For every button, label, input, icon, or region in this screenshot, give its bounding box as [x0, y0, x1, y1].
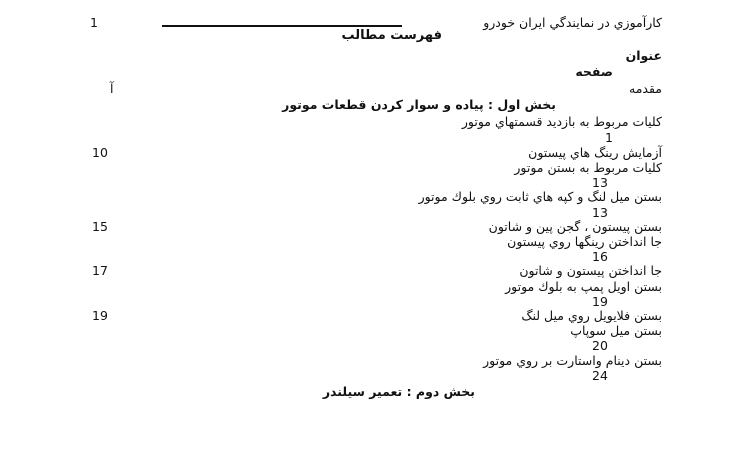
toc-entry-label: بستن اويل پمپ به بلوك موتور: [505, 279, 662, 294]
intro-page: آ: [110, 81, 114, 96]
toc-entry-label: آزمايش رينگ هاي پيستون: [528, 145, 662, 160]
toc-entry-label: بستن ميل لنگ و كپه هاي ثابت روي بلوك موتور: [418, 189, 662, 204]
toc-entry-page: 10: [92, 145, 108, 160]
toc-entry-page: 24: [592, 368, 608, 383]
intro-label: مقدمه: [629, 81, 662, 96]
toc-entry-page: 17: [92, 263, 108, 278]
toc-entry-label: بستن دينام واستارت بر روي موتور: [483, 353, 662, 368]
toc-entry-page: 16: [592, 249, 608, 264]
toc-entry-label: كليات مربوط به بستن موتور: [514, 160, 662, 175]
toc-entry-page: 13: [592, 175, 608, 190]
toc-entry-label: جا انداختن رينگها روي پيستون: [507, 234, 662, 249]
toc-entry-label: بستن فلايويل روي ميل لنگ: [521, 308, 662, 323]
toc-entry-page: 15: [92, 219, 108, 234]
toc-entry-page: 1: [605, 130, 613, 145]
toc-entry-label: بستن ميل سوپاپ: [570, 323, 662, 338]
toc-entry-page: 20: [592, 338, 608, 353]
toc-entry-label: بستن پيستون ، گجن پين و شاتون: [488, 219, 662, 234]
part2-heading: بخش دوم : تعمير سيلندر: [322, 384, 475, 399]
toc-title: فهرست مطالب: [341, 28, 442, 43]
toc-entry-label: جا انداختن پيستون و شاتون: [519, 263, 662, 278]
header-page-number: 1: [90, 15, 98, 30]
toc-entry-page: 19: [92, 308, 108, 323]
part1-heading: بخش اول : پياده و سوار كردن قطعات موتور: [282, 97, 556, 112]
toc-entry-page: 19: [592, 294, 608, 309]
toc-col-title: عنوان: [625, 48, 662, 63]
toc-entry-label: كليات مربوط به بازديد قسمتهاي موتور: [461, 114, 662, 129]
header-rule: [162, 25, 402, 27]
toc-entry-page: 13: [592, 205, 608, 220]
running-title: کارآموزي در نمايندگي ايران خودرو: [483, 15, 662, 30]
toc-col-page: صفحه: [575, 64, 613, 79]
